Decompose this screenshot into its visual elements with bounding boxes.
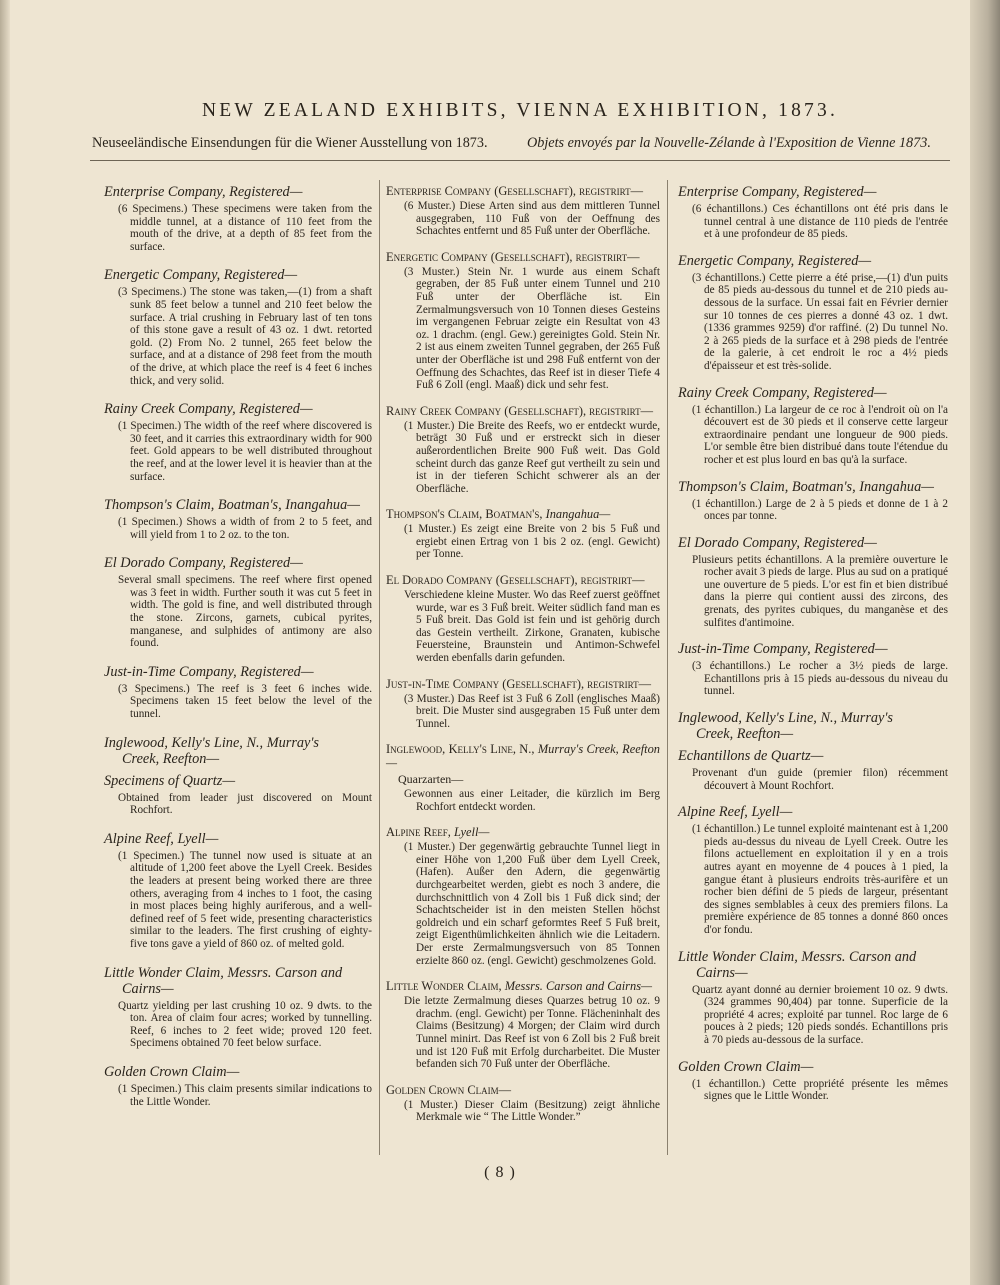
entry-text: Quartz ayant donné au dernier broiement 10 oz. 9 dwts. (324 grammes 90,404) par tonne. Superficie de la propriété 4 acres; exploité par tunnel. Roc large de 6 pouces à 2 pieds; 120 pieds sondés. Echantillons pris à 70 pieds au-dessous de la surface.: [692, 983, 948, 1046]
entry-text: (1 Muster.) Der gegenwärtig gebrauchte Tunnel liegt in einer Höhe von 1,200 Fuß über dem Lyell Creek, (Hafen). Außer den Adern, die gegenwärtig durchgearbeitet werden, giebt es noch 3 andere, die durchschnittlich von 4 Zoll bis 1 Fuß dick sind; der Schachtscheider ist in den meisten Stellen höchst goldreich und ein scharf geformtes Reef 5 Fuß breit, zeigt Eigenthümlichkeiten ähnlich wie die Leitadern. Der erste Zermalmungsversuch von 85 Tonnen erzielte 860 oz. (engl. Gewicht) geschmolzenes Gold.: [404, 841, 660, 967]
entry-text: (1 Specimen.) Shows a width of from 2 to 5 feet, and will yield from 1 to 2 oz. to the ton.: [118, 516, 372, 541]
entry-heading: [100, 965, 372, 997]
entry-heading-italic: Murray's Creek, Reefton—: [386, 742, 660, 771]
entry-rainy-creek: [386, 404, 660, 496]
entry-heading: [674, 710, 948, 742]
entry-thompsons-claim: [100, 497, 372, 541]
entry-heading: [386, 825, 660, 839]
entry-text: (1 Muster.) Es zeigt eine Breite von 2 bis 5 Fuß und ergiebt einen Ertrag von 1 bis 2 oz. (engl. Gewicht) per Tonne.: [404, 523, 660, 561]
entry-heading: [386, 979, 660, 993]
entry-heading: Golden Crown Claim—: [104, 1063, 240, 1080]
entry-heading: Rainy Creek Company (Gesellschaft), registrirt—: [386, 403, 654, 418]
entry-enterprise: [100, 184, 372, 253]
entry-rainy-creek: [100, 401, 372, 483]
entry-text: Quartz yielding per last crushing 10 oz. 9 dwts. to the ton. Area of claim four acres; worked by tunnelling. Reef, 6 inches to 2 feet wide; proved 120 feet. Specimens obtained 70 feet below surface.: [118, 999, 372, 1050]
entry-alpine-reef: [100, 831, 372, 951]
page-right-edge: [970, 0, 1000, 1285]
entry-heading: Alpine Reef, Lyell—: [104, 830, 219, 847]
entry-alpine-reef: [386, 825, 660, 967]
entry-little-wonder: [386, 979, 660, 1071]
entry-energetic: [674, 253, 948, 373]
entry-little-wonder: [100, 965, 372, 1050]
entry-heading-main: Thompson's Claim, Boatman's,: [386, 507, 543, 522]
entry-heading-line2: Creek, Reefton—: [122, 750, 220, 767]
entry-text: (1 échantillon.) Le tunnel exploité maintenant est à 1,200 pieds au-dessus du niveau de Lyell Creek. Outre les filons actuellement en exploitation il y en a trois autres ayant en moyenne de 4 pouces à 1 pied, la gangue étant à plusieurs endroits très-aurifère et un rocher bien défini de 5 pieds de largeur, présentant des signes semblables à ceux des premiers filons. La première expérience de 85 tonnes a donné 860 onces d'or fondu.: [692, 823, 948, 936]
entry-golden-crown: [386, 1083, 660, 1124]
entry-el-dorado: [100, 555, 372, 650]
entry-text: Several small specimens. The reef where first opened was 3 feet in width. Further south it was cut 5 feet in width. The gold is fine, and well distributed through the stone. Zircons, garnets, cubical pyrites, manganese, and sulphides of antimony are also found.: [118, 574, 372, 650]
subtitle-french: Objets envoyés par la Nouvelle-Zélande à l'Exposition de Vienne 1873.: [527, 135, 931, 151]
column-french: [674, 184, 948, 1115]
entry-heading: Rainy Creek Company, Registered—: [104, 401, 313, 418]
entry-heading: Energetic Company (Gesellschaft), registrirt—: [386, 249, 640, 264]
entry-echantillons-de-quartz: [674, 748, 948, 792]
entry-text: (1 échantillon.) La largeur de ce roc à l'endroit où on l'a découvert est de 30 pieds et il conserve cette largeur extraordinaire pendant une longueur de 900 pieds. L'or semble être bien distribué dans toute l'étendue du rocher et est plus lourd en bas qu'à la surface.: [692, 403, 948, 466]
entry-heading: Energetic Company, Registered—: [678, 252, 872, 269]
entry-heading: Golden Crown Claim—: [678, 1058, 814, 1075]
entry-just-in-time: [674, 641, 948, 698]
header-rule: [90, 160, 950, 161]
entry-heading: El Dorado Company, Registered—: [678, 534, 877, 551]
entry-text: (3 échantillons.) Cette pierre a été prise,—(1) d'un puits de 85 pieds au-dessous du tunnel et de 210 pieds au-dessous de la surface. Un essai fait en Février dernier sur 10 tonnes de ces pierres a donné 43 oz. 1 dwt. (1336 grammes 9259) d'or raffiné. (2) Du tunnel No. 2 à 265 pieds de la surface et à 298 pieds de l'entrée de la galerie, à cet endroit le roc a 4½ pieds d'épaisseur et est très-solide.: [692, 271, 948, 372]
entry-heading: [100, 735, 372, 767]
entry-text: (1 échantillon.) Large de 2 à 5 pieds et donne de 1 à 2 onces par tonne.: [692, 497, 948, 523]
page-left-edge: [0, 0, 10, 1285]
entry-just-in-time: [386, 677, 660, 731]
entry-heading: Alpine Reef, Lyell—: [678, 804, 793, 821]
entry-thompsons-claim: [386, 507, 660, 561]
entry-text: Gewonnen aus einer Leitader, die kürzlich im Berg Rochfort entdeckt worden.: [404, 788, 660, 813]
entry-heading-main: Alpine Reef,: [386, 825, 451, 840]
entry-heading-main: Little Wonder Claim,: [386, 979, 502, 994]
entry-heading: [386, 507, 660, 521]
entry-energetic: [100, 267, 372, 387]
entry-heading: Energetic Company, Registered—: [104, 267, 298, 284]
page-number: ( 8 ): [484, 1164, 516, 1181]
entry-text: Verschiedene kleine Muster. Wo das Reef zuerst geöffnet wurde, war es 3 Fuß breit. Weiter südlich fand man es 5 Fuß breit. Das Gold ist fein und ist gehörig durch das Gestein vertheilt. Zirkone, Granaten, kubische Feuersteine, Braunstein und Antimon-Schwefel werden ebenfalls darin gefunden.: [404, 589, 660, 665]
subtitle-german: Neuseeländische Einsendungen für die Wiener Ausstellung von 1873.: [92, 135, 488, 151]
page-title: NEW ZEALAND EXHIBITS, VIENNA EXHIBITION, 1873.: [201, 100, 839, 121]
entry-golden-crown: [674, 1059, 948, 1103]
entry-heading-line2: Creek, Reefton—: [696, 726, 794, 743]
entry-text: (3 Specimens.) The reef is 3 feet 6 inches wide. Specimens taken 15 feet below the level of the tunnel.: [118, 682, 372, 721]
entry-text: (3 Specimens.) The stone was taken,—(1) from a shaft sunk 85 feet below a tunnel and 210 feet below the surface. A trial crushing in February last of ten tons of this stone gave a result of 43 oz. 1 dwt. retorted gold. (2) From No. 2 tunnel, 265 feet below the surface, and at a distance of 298 feet from the mouth of the drive, at which place the reef is 4 feet 6 inches thick, and very solid.: [118, 286, 372, 387]
entry-heading: Golden Crown Claim—: [386, 1082, 512, 1097]
column-divider-left: [379, 180, 380, 1155]
entry-text: Die letzte Zermalmung dieses Quarzes betrug 10 oz. 9 drachm. (engl. Gewicht) per Tonne. Flächeninhalt des Claims (Besitzung) 4 Morgen; der Claim wird durch Tunnel minirt. Das Reef ist von 6 Zoll bis 2 Fuß breit und ist 120 Fuß mit Erfolg durcharbeitet. Die Muster befanden sich 70 Fuß unter der Oberfläche.: [404, 995, 660, 1071]
entry-heading-line1: Little Wonder Claim, Messrs. Carson and: [678, 948, 917, 965]
entry-text: (3 Muster.) Das Reef ist 3 Fuß 6 Zoll (englisches Maaß) breit. Die Muster sind ausgegraben 15 Fuß unter dem Tunnel.: [404, 692, 660, 730]
entry-heading: Specimens of Quartz—: [104, 772, 236, 789]
entry-heading-line2: Cairns—: [122, 980, 174, 997]
entry-heading: Enterprise Company (Gesellschaft), registrirt—: [386, 184, 643, 198]
entry-heading: Rainy Creek Company, Registered—: [678, 384, 887, 401]
entry-inglewood: [100, 735, 372, 767]
entry-text: (1 Specimen.) This claim presents similar indications to the Little Wonder.: [118, 1082, 372, 1108]
entry-thompsons-claim: [674, 479, 948, 523]
entry-text: (6 Muster.) Diese Arten sind aus dem mittleren Tunnel ausgegraben, 110 Fuß von der Oeffnung des Schachtes entfernt und 85 Fuß unter der Oberfläche.: [404, 200, 660, 238]
column-german: [386, 184, 660, 1136]
entry-text: Provenant d'un guide (premier filon) récemment découvert à Mount Rochfort.: [692, 767, 948, 792]
entry-heading: Just-in-Time Company, Registered—: [678, 641, 888, 658]
entry-heading-line1: Inglewood, Kelly's Line, N., Murray's: [104, 734, 319, 751]
entry-heading-italic: Inangahua—: [545, 507, 611, 522]
entry-rainy-creek: [674, 385, 948, 467]
entry-heading-line1: Little Wonder Claim, Messrs. Carson and: [104, 964, 343, 981]
entry-heading: Echantillons de Quartz—: [678, 748, 824, 765]
entry-alpine-reef: [674, 804, 948, 936]
entry-text: (1 Specimen.) The tunnel now used is situate at an altitude of 1,200 feet above the Lyell Creek. Besides the leaders at present being worked there are three others, averaging from 4 inches to 1 foot, the casing in most places being highly auriferous, and a well-defined reef of 5 feet wide, presenting characteristics similar to the leaders. The first crushing of eighty-five tons gave a yield of 860 oz. of melted gold.: [118, 849, 372, 950]
entry-heading: El Dorado Company, Registered—: [104, 555, 303, 572]
entry-text: (1 Specimen.) The width of the reef where discovered is 30 feet, and it carries this extraordinary width for 900 feet. Gold appears to be well distributed throughout the reef, and at the lower level it is heavier than at the surface.: [118, 420, 372, 483]
entry-text: (6 Specimens.) These specimens were taken from the middle tunnel, at a distance of 110 feet from the mouth of the drive, at a depth of 85 feet from the surface.: [118, 203, 372, 253]
entry-heading: Thompson's Claim, Boatman's, Inangahua—: [104, 497, 360, 514]
entry-inglewood: [386, 742, 660, 813]
entry-text: (1 échantillon.) Cette propriété présente les mêmes signes que le Little Wonder.: [692, 1077, 948, 1103]
entry-heading: Enterprise Company, Registered—: [104, 184, 303, 200]
entry-el-dorado: [674, 535, 948, 630]
entry-golden-crown: [100, 1064, 372, 1108]
entry-inglewood: [674, 710, 948, 742]
entry-just-in-time: [100, 664, 372, 721]
entry-enterprise: [674, 184, 948, 241]
entry-heading: El Dorado Company (Gesellschaft), registrirt—: [386, 573, 645, 588]
entry-heading: Just-in-Time Company (Gesellschaft), registrirt—: [386, 676, 652, 691]
entry-subheading: Quarzarten—: [398, 772, 464, 787]
entry-heading: Just-in-Time Company, Registered—: [104, 663, 314, 680]
entry-heading: Thompson's Claim, Boatman's, Inangahua—: [678, 478, 934, 495]
entry-text: (1 Muster.) Die Breite des Reefs, wo er entdeckt wurde, beträgt 30 Fuß und er erstreckt sich in dieser außerordentlichen Breite 900 Fuß weit. Das Gold scheint durch das ganze Reef gut vertheilt zu sein und ist in der tieferen Schicht schwerer als an der Oberfläche.: [404, 419, 660, 495]
entry-little-wonder: [674, 949, 948, 1047]
entry-heading: Enterprise Company, Registered—: [678, 184, 877, 200]
column-english: [100, 184, 372, 1122]
entry-text: Obtained from leader just discovered on Mount Rochfort.: [118, 791, 372, 817]
entry-text: (1 Muster.) Dieser Claim (Besitzung) zeigt ähnliche Merkmale wie “ The Little Wonder.”: [404, 1098, 660, 1124]
entry-el-dorado: [386, 573, 660, 665]
entry-text: (3 Muster.) Stein Nr. 1 wurde aus einem Schaft gegraben, der 85 Fuß unter einem Tunnel und 210 Fuß unter der Oberfläche ist. Ein Zermalmungsversuch von 10 Tonnen dieses Gesteins im vergangenen Februar zeigte ein Resultat von 43 oz. 1 drachm. (engl. Gew.) gereinigtes Gold. Stein Nr. 2 ist aus einem zweiten Tunnel gegraben, der 265 Fuß unter der Oberfläche ist und 298 Fuß entfernt von der Oeffnung des Schachtes, das Reef ist in dieser Tiefe 4 Fuß 6 Zoll (engl. Maaß) dick und sehr fest.: [404, 265, 660, 392]
entry-heading-main: Inglewood, Kelly's Line, N.,: [386, 742, 535, 757]
entry-energetic: [386, 250, 660, 392]
entry-heading: [674, 949, 948, 981]
entry-heading-line1: Inglewood, Kelly's Line, N., Murray's: [678, 710, 893, 727]
entry-text: Plusieurs petits échantillons. A la première ouverture le rocher avait 3 pieds de large. Plus au sud on a pratiqué une ouverture de 5 pieds. L'or est fin et bien distribué dans la pierre qui contient aussi des zircons, des grenats, des pyrites cubiques, du manganèse et des sulfites d'antimoine.: [692, 553, 948, 629]
entry-heading-italic: Messrs. Carson and Cairns—: [504, 979, 653, 994]
entry-text: (3 échantillons.) Le rocher a 3½ pieds de large. Echantillons pris à 15 pieds au-dessous du niveau du tunnel.: [692, 660, 948, 698]
entry-heading-line2: Cairns—: [696, 964, 748, 981]
column-divider-right: [667, 180, 668, 1155]
entry-enterprise: [386, 184, 660, 238]
entry-heading-italic: Lyell—: [454, 825, 490, 840]
entry-specimens-of-quartz: [100, 773, 372, 817]
entry-text: (6 échantillons.) Ces échantillons ont été pris dans le tunnel central à une distance de 110 pieds de l'entrée et à une profondeur de 85 pieds.: [692, 203, 948, 241]
entry-heading: [386, 742, 660, 770]
